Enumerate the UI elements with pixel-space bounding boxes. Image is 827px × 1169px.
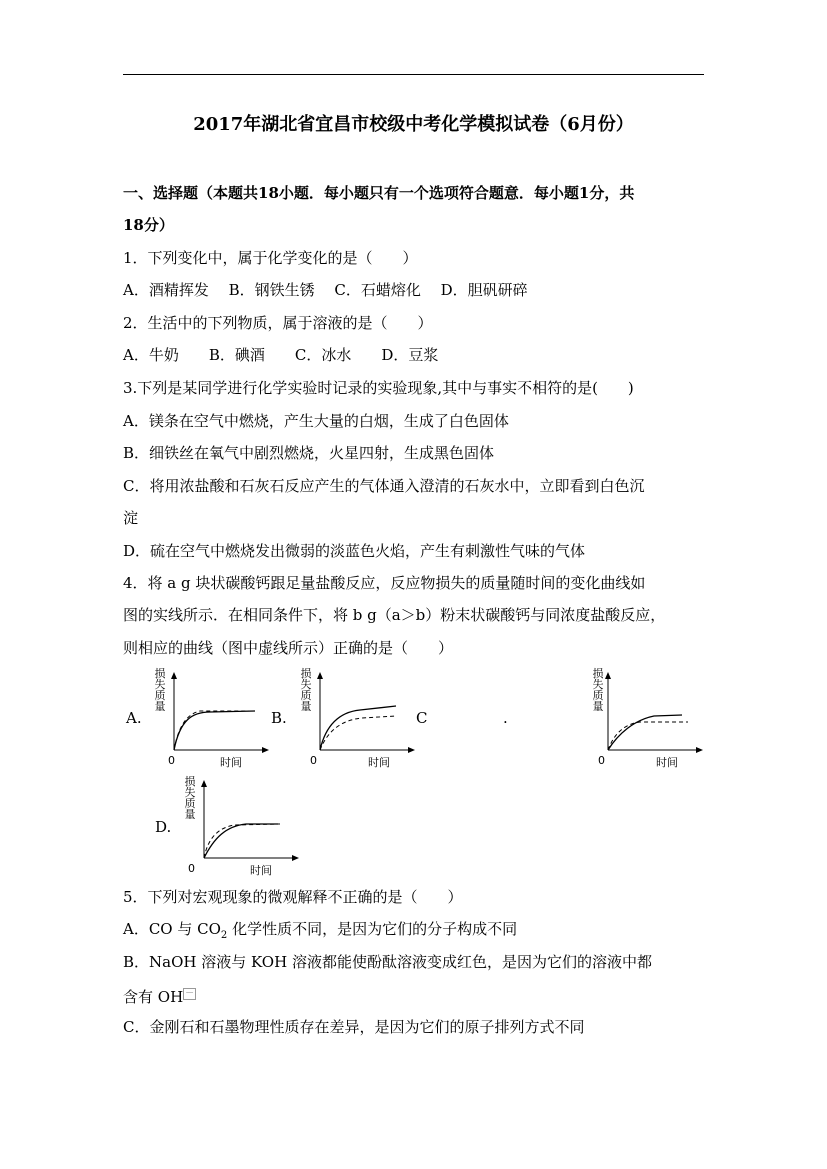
- graph-d-ylabel: 损 失 质 量: [184, 775, 196, 821]
- question-5-option-c: C．金刚石和石墨物理性质存在差异，是因为它们的原子排列方式不同: [123, 1018, 585, 1036]
- question-5-option-b-cont: 含有 OH －: [123, 988, 195, 1006]
- graph-b-ylabel: 损 失 质 量: [300, 667, 312, 713]
- graph-a-solid-curve: [174, 711, 255, 750]
- question-3-option-c: C．将用浓盐酸和石灰石反应产生的气体通入澄清的石灰水中，立即看到白色沉: [123, 477, 645, 495]
- header-rule: [123, 74, 704, 75]
- graph-c-dashed-curve: [608, 722, 688, 750]
- option-b-label: B.: [271, 709, 287, 727]
- graph-d-solid-curve: [204, 824, 278, 858]
- graph-d: [180, 776, 300, 878]
- graph-a-xlabel: 时间: [220, 756, 242, 769]
- graph-a-origin: 0: [168, 754, 175, 767]
- question-3-option-d: D．硫在空气中燃烧发出微弱的淡蓝色火焰，产生有刺激性气味的气体: [123, 542, 586, 560]
- question-2-options: A．牛奶 B．碘酒 C．冰水 D．豆浆: [123, 346, 439, 364]
- option-d-label: D.: [155, 818, 172, 836]
- graph-c: [584, 668, 704, 770]
- question-5-option-a: A．CO 与 $CO_2$ 化学性质不同，是因为它们的分子构成不同: [123, 920, 518, 941]
- option-c-dot: .: [503, 709, 508, 727]
- graph-b-solid-curve: [320, 706, 396, 750]
- graph-a: [150, 668, 270, 770]
- section-heading-cont: 18分）: [123, 216, 174, 234]
- question-4-line-2: 图的实线所示．在相同条件下，将 b g（a＞b）粉末状碳酸钙与同浓度盐酸反应，: [123, 606, 666, 624]
- graph-c-origin: 0: [598, 754, 605, 767]
- option-c-label: C: [416, 709, 428, 727]
- graph-a-dashed-curve: [174, 711, 255, 750]
- question-5-option-b: B．NaOH 溶液与 KOH 溶液都能使酚酞溶液变成红色，是因为它们的溶液中都: [123, 953, 652, 971]
- graph-d-xlabel: 时间: [250, 864, 272, 877]
- question-3-option-a: A．镁条在空气中燃烧，产生大量的白烟，生成了白色固体: [123, 412, 509, 430]
- option-a-label: A.: [126, 709, 142, 727]
- graph-c-solid-curve: [608, 715, 682, 750]
- question-2: 2．生活中的下列物质，属于溶液的是（ ）: [123, 314, 433, 332]
- graph-d-plot: [180, 776, 300, 878]
- question-3-option-b: B．细铁丝在氧气中剧烈燃烧，火星四射，生成黑色固体: [123, 444, 495, 462]
- page-title: 2017年湖北省宜昌市校级中考化学模拟试卷（6月份）: [193, 114, 634, 135]
- graph-b: [296, 668, 416, 770]
- graph-b-dashed-curve: [320, 716, 396, 750]
- question-5: 5．下列对宏观现象的微观解释不正确的是（ ）: [123, 888, 463, 906]
- section-heading: 一、选择题（本题共18小题．每小题只有一个选项符合题意．每小题1分，共: [123, 184, 635, 202]
- graph-a-ylabel: 损 失 质 量: [154, 667, 166, 713]
- graph-b-xlabel: 时间: [368, 756, 390, 769]
- question-4-line-1: 4．将 a g 块状碳酸钙跟足量盐酸反应，反应物损失的质量随时间的变化曲线如: [123, 574, 646, 592]
- question-3: 3.下列是某同学进行化学实验时记录的实验现象,其中与事实不相符的是( ): [123, 379, 634, 397]
- question-1: 1．下列变化中，属于化学变化的是（ ）: [123, 249, 418, 267]
- graph-b-origin: 0: [310, 754, 317, 767]
- question-3-option-c-cont: 淀: [123, 509, 139, 527]
- graph-d-origin: 0: [188, 862, 195, 875]
- question-1-options: A．酒精挥发 B．钢铁生锈 C．石蜡熔化 D．胆矾研碎: [123, 281, 528, 299]
- graph-c-xlabel: 时间: [656, 756, 678, 769]
- question-4-line-3: 则相应的曲线（图中虚线所示）正确的是（ ）: [123, 639, 454, 657]
- graph-c-ylabel: 损 失 质 量: [592, 667, 604, 713]
